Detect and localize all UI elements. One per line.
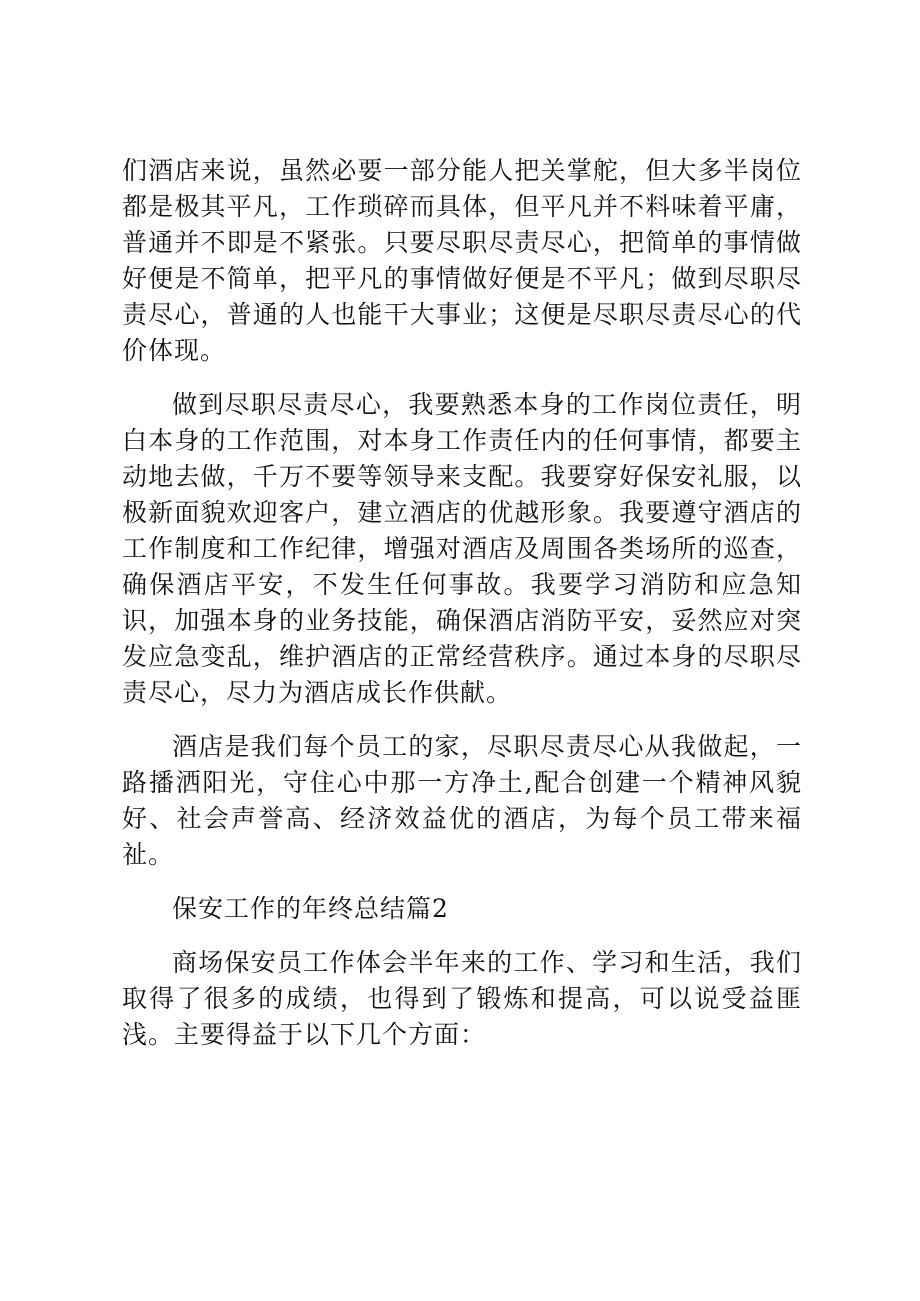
- paragraph-mall-security: 商场保安员工作体会半年来的工作、学习和生活，我们取得了很多的成绩，也得到了锻炼和提高，可以说受益匪浅。主要得益于以下几个方面：: [122, 948, 802, 1049]
- paragraph-continued: 们酒店来说，虽然必要一部分能人把关掌舵，但大多半岗位都是极其平凡，工作琐碎而具体，但平凡并不料味着平庸，普通并不即是不紧张。只要尽职尽责尽心，把简单的事情做好便是不简单，把平凡的事情做好便是不平凡；做到尽职尽责尽心，普通的人也能干大事业；这便是尽职尽责尽心的代价体现。: [122, 156, 802, 365]
- document-body: [122, 153, 802, 1071]
- section-heading: 保安工作的年终总结篇2: [172, 894, 449, 923]
- paragraph-duty: 做到尽职尽责尽心，我要熟悉本身的工作岗位责任，明白本身的工作范围，对本身工作责任内的任何事情，都要主动地去做，千万不要等领导来支配。我要穿好保安礼服，以极新面貌欢迎客户，建立酒店的优越形象。我要遵守酒店的工作制度和工作纪律，增强对酒店及周围各类场所的巡查，确保酒店平安，不发生任何事故。我要学习消防和应急知识，加强本身的业务技能，确保酒店消防平安，妥然应对突发应急变乱，维护酒店的正常经营秩序。通过本身的尽职尽责尽心，尽力为酒店成长作供献。: [122, 390, 802, 707]
- paragraph-hotel-home: 酒店是我们每个员工的家，尽职尽责尽心从我做起，一路播洒阳光，守住心中那一方净土,配合创建一个精神风貌好、社会声誉高、经济效益优的酒店，为每个员工带来福祉。: [122, 732, 802, 869]
